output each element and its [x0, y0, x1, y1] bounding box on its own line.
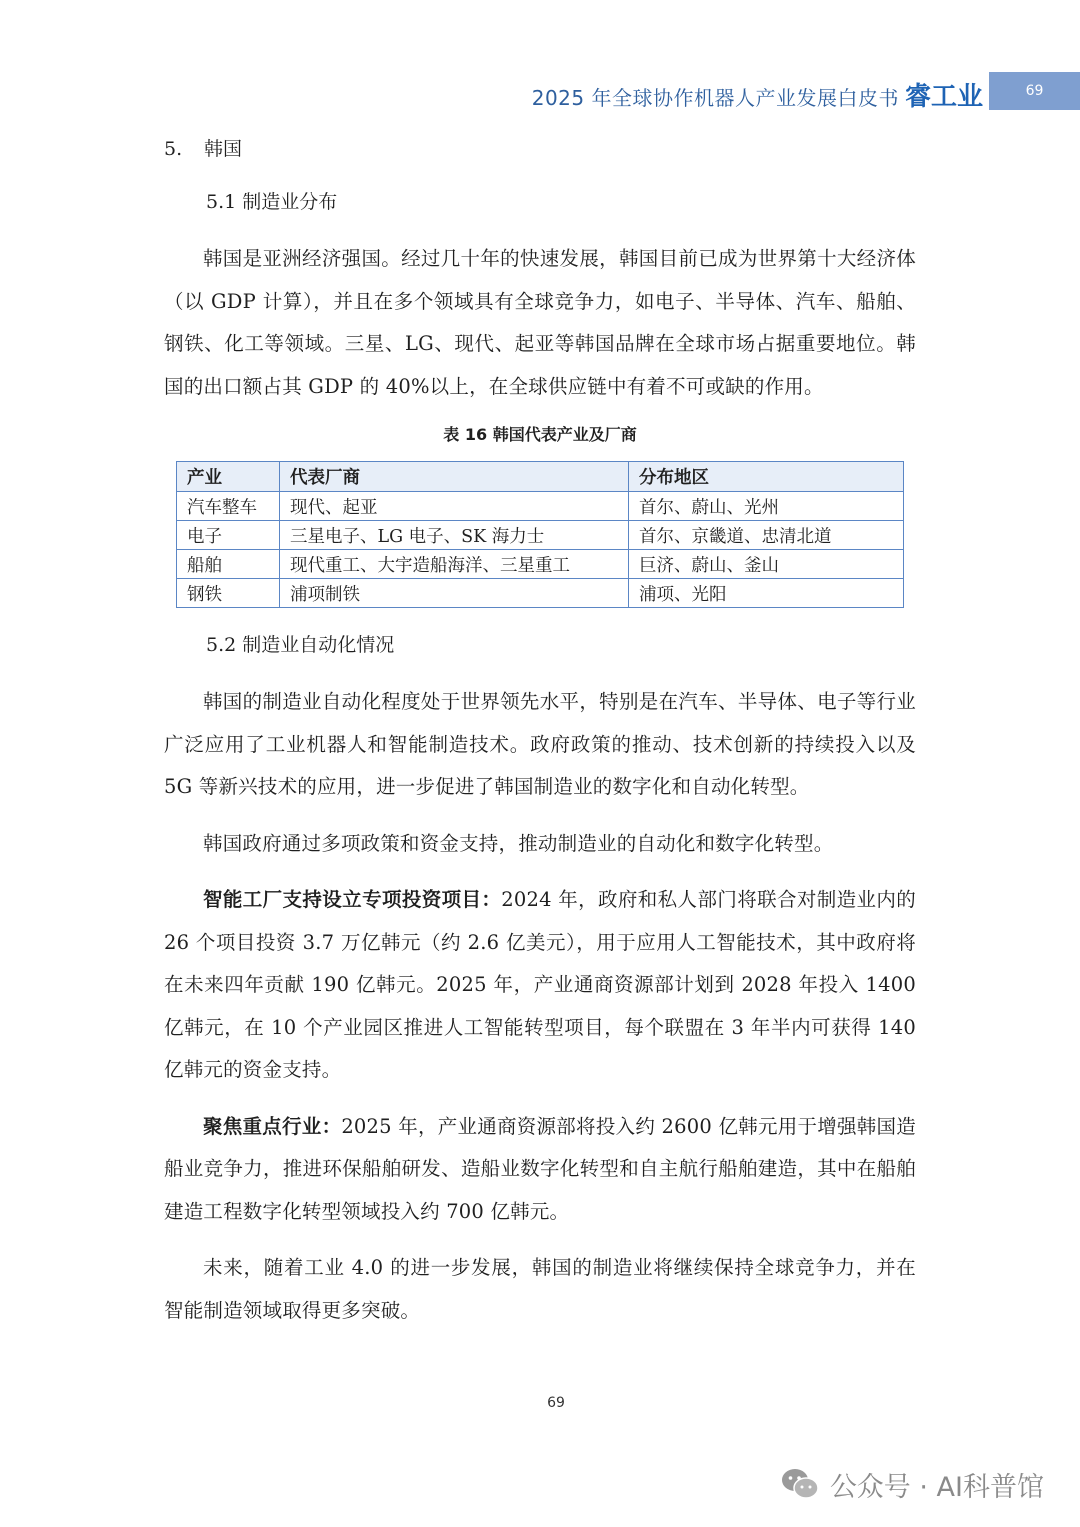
section-title: 韩国: [204, 138, 243, 160]
table-row: [177, 550, 904, 579]
paragraph-government: 韩国政府通过多项政策和资金支持，推动制造业的自动化和数字化转型。: [203, 831, 834, 855]
document-title: [532, 76, 983, 113]
table-header-cell: 代表厂商: [280, 462, 629, 492]
table-cell: 巨济、蔚山、釜山: [629, 550, 904, 579]
table-row: [177, 492, 904, 521]
industry-table: [176, 461, 904, 608]
page-content: [164, 134, 916, 1346]
section-number: 5.: [164, 138, 183, 160]
paragraph-overview: 韩国是亚洲经济强国。经过几十年的快速发展，韩国目前已成为世界第十大经济体（以 GDP 计算），并且在多个领域具有全球竞争力，如电子、半导体、汽车、船舶、钢铁、化工等领域。三星、LG、现代、起亚等韩国品牌在全球市场占据重要地位。韩国的出口额占其 GDP 的 40%以上，在全球供应链中有着不可或缺的作用。: [164, 247, 916, 398]
table-header-row: [177, 462, 904, 492]
table-cell: 钢铁: [177, 579, 280, 608]
paragraph-smart-factory: [164, 879, 916, 1092]
brand-logo-text: 睿工业: [904, 82, 983, 112]
paragraph-lead-bold: 聚焦重点行业：: [203, 1114, 342, 1138]
footer-page-number: 69: [547, 1395, 565, 1411]
table-caption: 表 16 韩国代表产业及厂商: [443, 425, 637, 444]
table-cell: 浦项制铁: [280, 579, 629, 608]
section-heading: [164, 134, 916, 161]
subsection-heading-5-2: 5.2 制造业自动化情况: [206, 634, 395, 656]
watermark-text: 公众号 · AI科普馆: [829, 1471, 1044, 1503]
paragraph-automation: 韩国的制造业自动化程度处于世界领先水平，特别是在汽车、半导体、电子等行业广泛应用了工业机器人和智能制造技术。政府政策的推动、技术创新的持续投入以及 5G 等新兴技术的应用，进一步促进了韩国制造业的数字化和自动化转型。: [164, 690, 916, 798]
table-cell: 汽车整车: [177, 492, 280, 521]
table-row: [177, 521, 904, 550]
table-cell: 电子: [177, 521, 280, 550]
table-cell: 现代、起亚: [280, 492, 629, 521]
paragraph-lead-bold: 智能工厂支持设立专项投资项目：: [203, 888, 502, 911]
page-header: [0, 72, 1080, 110]
watermark: [780, 1462, 1044, 1506]
paragraph-outlook: 未来，随着工业 4.0 的进一步发展，韩国的制造业将继续保持全球竞争力，并在智能制造领域取得更多突破。: [164, 1256, 916, 1322]
table-cell: 三星电子、LG 电子、SK 海力士: [280, 521, 629, 550]
wechat-icon: [780, 1467, 820, 1501]
subsection-heading-5-1: 5.1 制造业分布: [206, 191, 338, 213]
table-cell: 首尔、蔚山、光州: [629, 492, 904, 521]
paragraph-key-industries: [164, 1106, 916, 1234]
table-cell: 首尔、京畿道、忠清北道: [629, 521, 904, 550]
table-cell: 浦项、光阳: [629, 579, 904, 608]
document-title-text: 2025 年全球协作机器人产业发展白皮书: [531, 86, 899, 110]
paragraph-body: 2025 年，产业通商资源部将投入约 2600 亿韩元用于增强韩国造船业竞争力，推进环保船舶研发、造船业数字化转型和自主航行船舶建造，其中在船舶建造工程数字化转型领域投入约 700 亿韩元。: [164, 1114, 916, 1223]
header-page-number: 69: [989, 72, 1080, 110]
table-row: [177, 579, 904, 608]
table-cell: 现代重工、大宇造船海洋、三星重工: [280, 550, 629, 579]
paragraph-body: 2024 年，政府和私人部门将联合对制造业内的 26 个项目投资 3.7 万亿韩元（约 2.6 亿美元），用于应用人工智能技术，其中政府将在未来四年贡献 190 亿韩元。2025 年，产业通商资源部计划到 2028 年投入 1400 亿韩元，在 10 个产业园区推进人工智能转型项目，每个联盟在 3 年半内可获得 140 亿韩元的资金支持。: [164, 888, 916, 1081]
table-cell: 船舶: [177, 550, 280, 579]
table-header-cell: 分布地区: [629, 462, 904, 492]
table-header-cell: 产业: [177, 462, 280, 492]
